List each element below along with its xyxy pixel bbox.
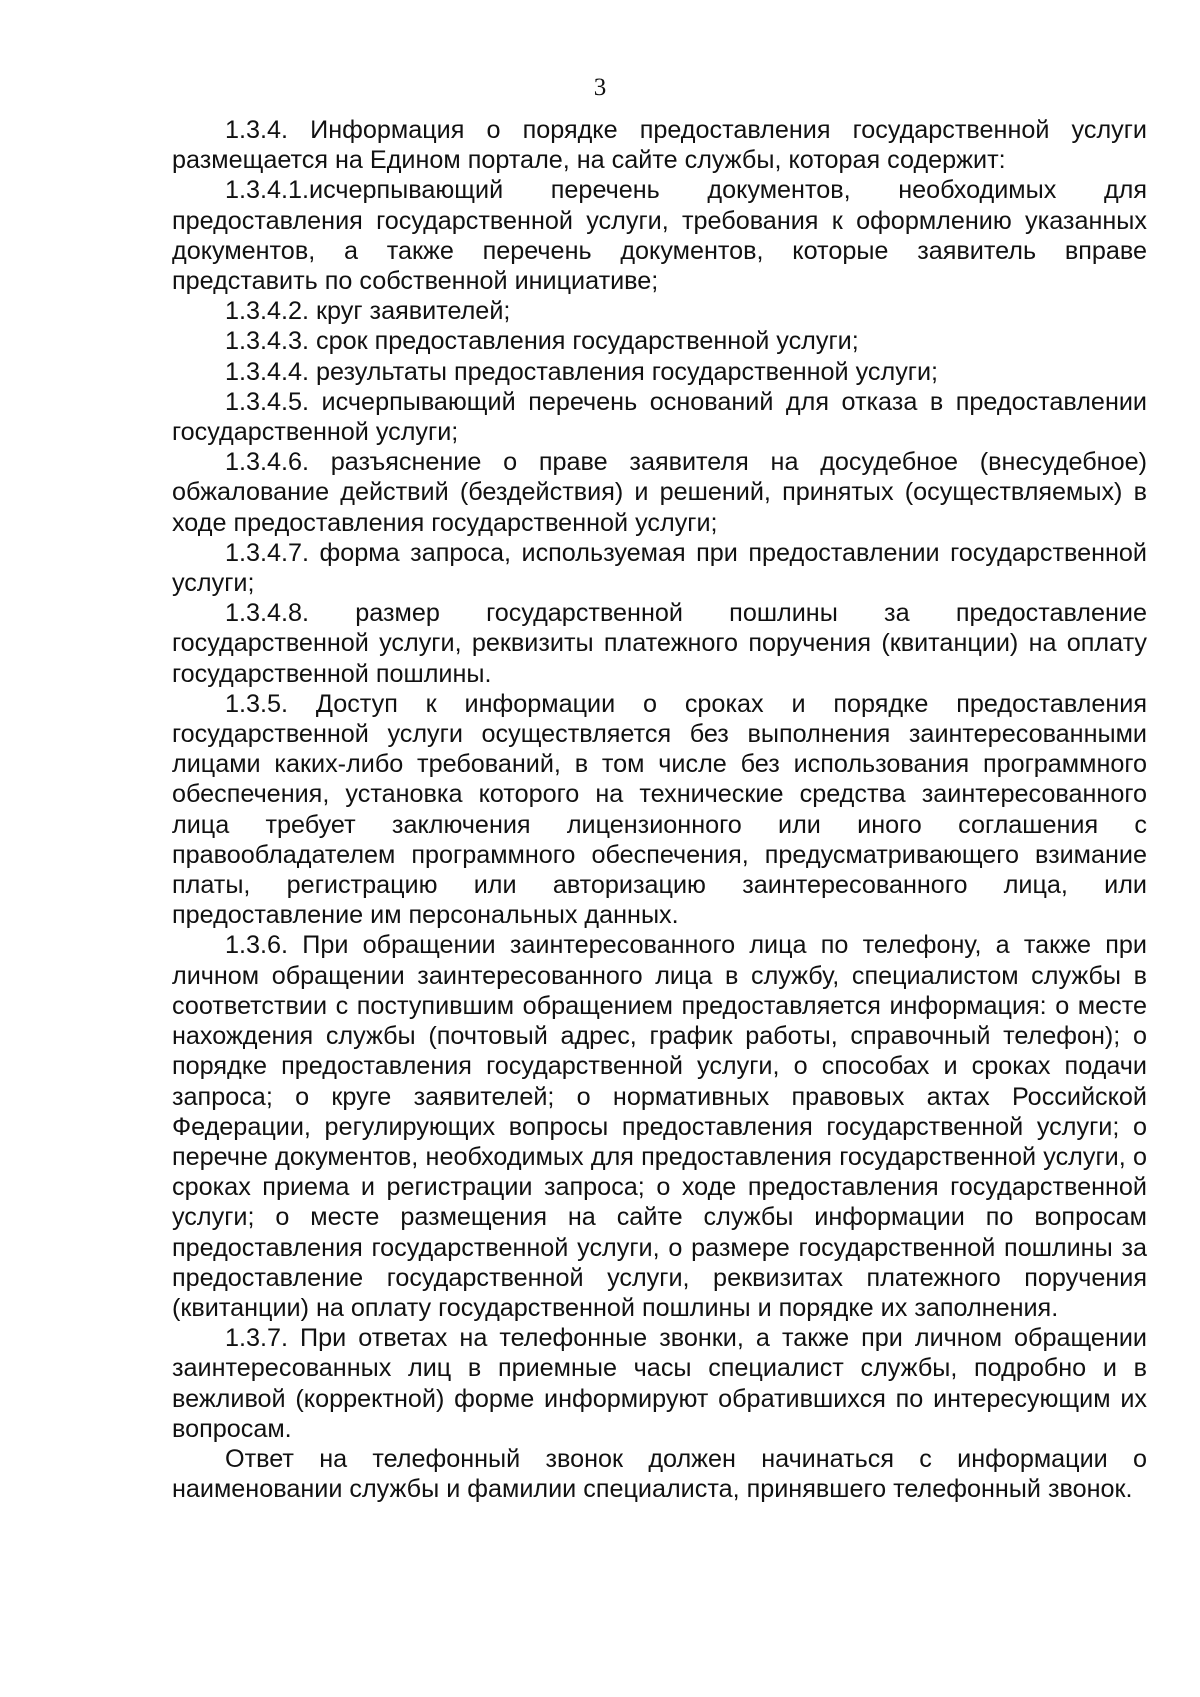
- paragraph-1-3-7: 1.3.7. При ответах на телефонные звонки, а также при личном обращении заинтересованных лиц в приемные часы специалист службы, подробно и в вежливой (корректной) форме информируют обратившихся по интересующим их вопросам.: [172, 1324, 1147, 1443]
- paragraph-1-3-4-5: 1.3.4.5. исчерпывающий перечень оснований для отказа в предоставлении государственной услуги;: [172, 387, 1147, 447]
- paragraph-1-3-4: 1.3.4. Информация о порядке предоставления государственной услуги размещается на Едином портале, на сайте службы, которая содержит:: [172, 116, 1147, 175]
- paragraph-1-3-4-3: 1.3.4.3. срок предоставления государственной услуги;: [225, 327, 859, 356]
- document-body: [172, 115, 1147, 1504]
- paragraph-phone-answer: Ответ на телефонный звонок должен начинаться с информации о наименовании службы и фамилии специалиста, принявшего телефонный звонок.: [172, 1444, 1147, 1504]
- paragraph-1-3-5: 1.3.5. Доступ к информации о сроках и порядке предоставления государственной услуги осуществляется без выполнения заинтересованными лицами каких-либо требований, в том числе без использования программного обеспечения, установка которого на технические средства заинтересованного лица требует заключения лицензионного или иного соглашения с правообладателем программного обеспечения, предусматривающего взимание платы, регистрацию или авторизацию заинтересованного лица, или предоставление им персональных данных.: [172, 689, 1147, 930]
- page-number: 3: [593, 74, 607, 101]
- paragraph-1-3-4-7: 1.3.4.7. форма запроса, используемая при предоставлении государственной услуги;: [172, 538, 1147, 598]
- paragraph-1-3-6: 1.3.6. При обращении заинтересованного лица по телефону, а также при личном обращении заинтересованного лица в службу, специалистом службы в соответствии с поступившим обращением предоставляется информация: о месте нахождения службы (почтовый адрес, график работы, справочный телефон); о порядке предоставления государственной услуги, о способах и сроках подачи запроса; о круге заявителей; о нормативных правовых актах Российской Федерации, регулирующих вопросы предоставления государственной услуги; о перечне документов, необходимых для предоставления государственной услуги, о сроках приема и регистрации запроса; о ходе предоставления государственной услуги; о месте размещения на сайте службы информации по вопросам предоставления государственной услуги, о размере государственной пошлины за предоставление государственной услуги, реквизитах платежного поручения (квитанции) на оплату государственной пошлины и порядке их заполнения.: [172, 931, 1147, 1322]
- paragraph-1-3-4-6: 1.3.4.6. разъяснение о праве заявителя на досудебное (внесудебное) обжалование действий (бездействия) и решений, принятых (осуществляемых) в ходе предоставления государственной услуги;: [172, 448, 1147, 537]
- paragraph-1-3-4-8: 1.3.4.8. размер государственной пошлины за предоставление государственной услуги, реквизиты платежного поручения (квитанции) на оплату государственной пошлины.: [172, 599, 1147, 688]
- paragraph-1-3-4-4: 1.3.4.4. результаты предоставления государственной услуги;: [225, 357, 939, 386]
- paragraph-1-3-4-2: 1.3.4.2. круг заявителей;: [225, 297, 511, 326]
- paragraph-1-3-4-1: 1.3.4.1.исчерпывающий перечень документов, необходимых для предоставления государственной услуги, требования к оформлению указанных документов, а также перечень документов, которые заявитель вправе представить по собственной инициативе;: [172, 176, 1147, 296]
